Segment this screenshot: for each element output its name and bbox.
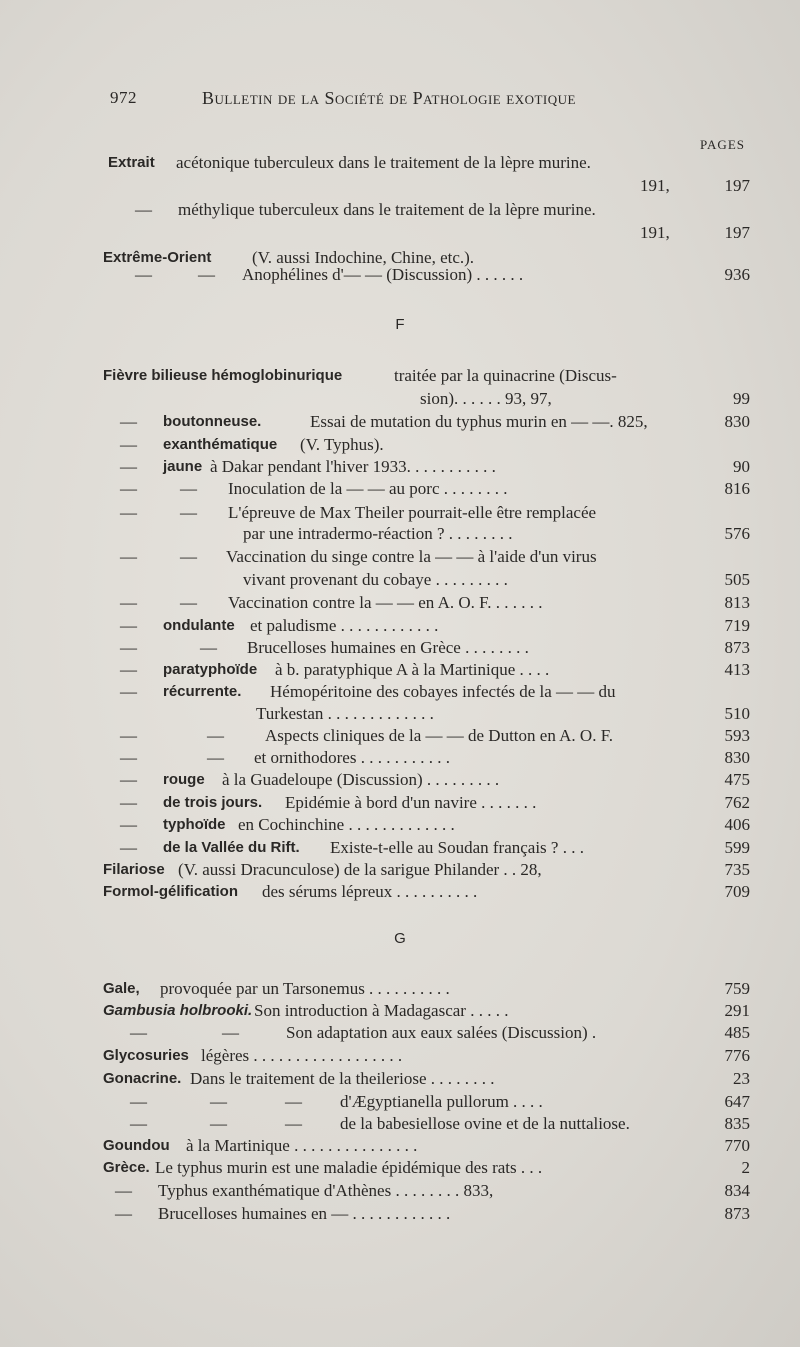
page-reference: 813 [724,593,750,612]
ditto-dash: — [120,660,137,679]
entry-heading: Filariose [103,861,165,878]
index-entry [0,152,800,174]
entry-heading: typhoïde [163,816,226,833]
page-reference: 762 [724,793,750,812]
journal-title: Bulletin de la Société de Pathologie exotique [202,88,576,108]
page-reference: 735 [724,860,750,879]
page-reference: 830 [724,748,750,767]
entry-text: Aspects cliniques de la — — de Dutton en A. O. F. [265,726,614,745]
entry-text: Turkestan . . . . . . . . . . . . . [256,704,434,723]
section-letter-g: G [394,930,406,947]
entry-heading: Extrait [108,154,155,171]
entry-text: Son adaptation aux eaux salées (Discussion) . [286,1023,597,1042]
entry-text: (V. Typhus). [300,435,384,454]
page-reference: 776 [724,1046,750,1065]
ditto-dash: — [180,547,197,566]
entry-text: (V. aussi Indochine, Chine, etc.). [252,248,475,267]
page-reference: 406 [724,815,750,834]
entry-text: à la Guadeloupe (Discussion) . . . . . . . . . [222,770,500,789]
entry-text: légères . . . . . . . . . . . . . . . . . . [201,1046,403,1065]
entry-text: Epidémie à bord d'un navire . . . . . . . [285,793,537,812]
page-reference: 593 [724,726,750,745]
page-reference: 834 [724,1181,750,1200]
page-reference: 485 [724,1023,750,1042]
entry-heading: exanthématique [163,436,278,453]
entry-text: en Cochinchine . . . . . . . . . . . . . [238,815,455,834]
entry-text: traitée par la quinacrine (Discus- [394,366,617,385]
page-reference: 816 [724,479,750,498]
index-entry [0,199,800,221]
ditto-dash: — [120,503,137,522]
page-reference: 599 [724,838,750,857]
page-reference: 719 [724,616,750,635]
entry-text: 191, [640,223,670,242]
page-reference: 510 [724,704,750,723]
index-entry [0,747,800,769]
entry-heading: Goundou [103,1137,170,1154]
page-reference: 936 [724,265,750,284]
entry-heading: rouge [163,771,205,788]
page-reference: 475 [724,770,750,789]
index-entry [0,659,800,681]
index-entry [0,222,800,244]
section-letter-f: F [395,316,405,333]
entry-text: vivant provenant du cobaye . . . . . . . . . [243,570,508,589]
entry-text: Brucelloses humaines en Grèce . . . . . . . . [247,638,529,657]
entry-text: Dans le traitement de la theileriose . . . . . . . . [190,1069,495,1088]
index-entry [0,637,800,659]
ditto-dash: — [180,479,197,498]
page-reference: 830 [724,412,750,431]
ditto-dash: — [200,638,217,657]
ditto-dash: — [115,1204,132,1223]
entry-text: provoquée par un Tarsonemus . . . . . . . . . . [160,979,450,998]
entry-text: sion). . . . . . 93, 97, [420,389,552,408]
ditto-dash: — [120,838,137,857]
index-entry [0,1091,800,1113]
entry-text: par une intradermo-réaction ? . . . . . . . . [243,524,513,543]
ditto-dash: — [210,1092,227,1111]
index-entry [0,388,800,410]
entry-heading: Extrême-Orient [103,249,212,266]
index-entry [0,681,800,703]
index-entry [0,792,800,814]
ditto-dash: — [222,1023,239,1042]
entry-text: méthylique tuberculeux dans le traitement de la lèpre murine. [178,200,596,219]
ditto-dash: — [120,793,137,812]
page-reference: 99 [733,389,750,408]
page-reference: 759 [724,979,750,998]
index-entry [0,1203,800,1225]
page-reference: 413 [724,660,750,679]
ditto-dash: — [135,265,152,284]
index-entry [0,1180,800,1202]
index-entry [0,1022,800,1044]
entry-text: L'épreuve de Max Theiler pourrait-elle être remplacée [228,503,597,522]
ditto-dash: — [180,503,197,522]
entry-text: (V. aussi Dracunculose) de la sarigue Philander . . 28, [178,860,542,879]
entry-text: et ornithodores . . . . . . . . . . . [254,748,450,767]
entry-text: des sérums lépreux . . . . . . . . . . [262,882,478,901]
ditto-dash: — [130,1114,147,1133]
ditto-dash: — [120,547,137,566]
ditto-dash: — [285,1092,302,1111]
entry-text: à Dakar pendant l'hiver 1933. . . . . . . . . . . [210,457,496,476]
page-reference: 505 [724,570,750,589]
entry-text: acétonique tuberculeux dans le traitement de la lèpre murine. [176,153,591,172]
ditto-dash: — [198,265,215,284]
index-entry [0,502,800,524]
entry-text: Son introduction à Madagascar . . . . . [254,1001,509,1020]
entry-heading: de trois jours. [163,794,263,811]
entry-heading: paratyphoïde [163,661,258,678]
ditto-dash: — [120,748,137,767]
entry-text: Vaccination du singe contre la — — à l'aide d'un virus [226,547,597,566]
entry-heading: Fièvre bilieuse hémoglobinurique [103,367,343,384]
index-entry [0,978,800,1000]
ditto-dash: — [120,435,137,454]
entry-text: Typhus exanthématique d'Athènes . . . . . . . . 833, [158,1181,494,1200]
entry-text: de la babesiellose ovine et de la nuttaliose. [340,1114,630,1133]
index-entry [0,546,800,568]
ditto-dash: — [120,682,137,701]
entry-heading: jaune [163,458,203,475]
entry-text: 191, [640,176,670,195]
entry-text: Anophélines d'— — (Discussion) . . . . . . [242,265,524,284]
ditto-dash: — [120,770,137,789]
ditto-dash: — [120,457,137,476]
page-reference: 291 [724,1001,750,1020]
ditto-dash: — [120,616,137,635]
ditto-dash: — [120,815,137,834]
index-entry [0,769,800,791]
page-reference: 770 [724,1136,750,1155]
index-entry [0,881,800,903]
index-entry [0,456,800,478]
ditto-dash: — [130,1092,147,1111]
entry-heading: ondulante [163,617,235,634]
ditto-dash: — [120,479,137,498]
page-number: 972 [110,88,137,107]
index-entry [0,592,800,614]
index-entry [0,478,800,500]
ditto-dash: — [120,726,137,745]
entry-text: Existe-t-elle au Soudan français ? . . . [330,838,584,857]
pages-column-label: PAGES [700,137,745,152]
ditto-dash: — [207,726,224,745]
entry-heading: récurrente. [163,683,242,700]
index-entry [0,411,800,433]
entry-heading: Gonacrine. [103,1070,182,1087]
index-entry [0,1135,800,1157]
entry-heading: boutonneuse. [163,413,262,430]
entry-text: Vaccination contre la — — en A. O. F. . . . . . . [228,593,543,612]
page-reference: 2 [741,1158,750,1177]
index-entry [0,1113,800,1135]
index-entry [0,175,800,197]
entry-text: Le typhus murin est une maladie épidémique des rats . . . [155,1158,543,1177]
index-entry [0,725,800,747]
entry-text: Brucelloses humaines en — . . . . . . . . . . . . [158,1204,451,1223]
entry-heading: Glycosuries [103,1047,189,1064]
index-entry [0,859,800,881]
index-entry [0,837,800,859]
page-reference: 647 [724,1092,750,1111]
entry-text: d'Ægyptianella pullorum . . . . [340,1092,543,1111]
entry-text: Essai de mutation du typhus murin en — —. 825, [310,412,648,431]
entry-heading: Formol-gélification [103,883,238,900]
entry-heading: de la Vallée du Rift. [163,839,300,856]
index-entry [0,1000,800,1022]
entry-heading: Gale, [103,980,140,997]
entry-text: à la Martinique . . . . . . . . . . . . . . . [186,1136,418,1155]
index-entry [0,814,800,836]
page-reference: 576 [724,524,750,543]
ditto-dash: — [285,1114,302,1133]
index-entry [0,1045,800,1067]
index-entry [0,434,800,456]
index-entry [0,703,800,725]
page-reference: 873 [724,638,750,657]
page-reference: 709 [724,882,750,901]
page-reference: 197 [724,223,750,242]
entry-heading: Grèce. [103,1159,150,1176]
page-reference: 23 [733,1069,750,1088]
ditto-dash: — [115,1181,132,1200]
ditto-dash: — [120,593,137,612]
ditto-dash: — [180,593,197,612]
page-reference: 197 [724,176,750,195]
index-entry [0,365,800,387]
ditto-dash: — [135,200,152,219]
index-entry [0,523,800,545]
entry-text: à b. paratyphique A à la Martinique . . . . [275,660,550,679]
entry-text: Inoculation de la — — au porc . . . . . . . . [228,479,508,498]
ditto-dash: — [207,748,224,767]
page-reference: 90 [733,457,750,476]
index-entry [0,569,800,591]
ditto-dash: — [130,1023,147,1042]
index-entry [0,615,800,637]
index-entry [0,264,800,286]
ditto-dash: — [210,1114,227,1133]
index-entry [0,1157,800,1179]
entry-text: et paludisme . . . . . . . . . . . . [250,616,439,635]
index-entry [0,1068,800,1090]
page-reference: 835 [724,1114,750,1133]
page-reference: 873 [724,1204,750,1223]
ditto-dash: — [120,638,137,657]
entry-text: Hémopéritoine des cobayes infectés de la — — du [270,682,616,701]
ditto-dash: — [120,412,137,431]
entry-heading: Gambusia holbrooki. [103,1002,253,1019]
